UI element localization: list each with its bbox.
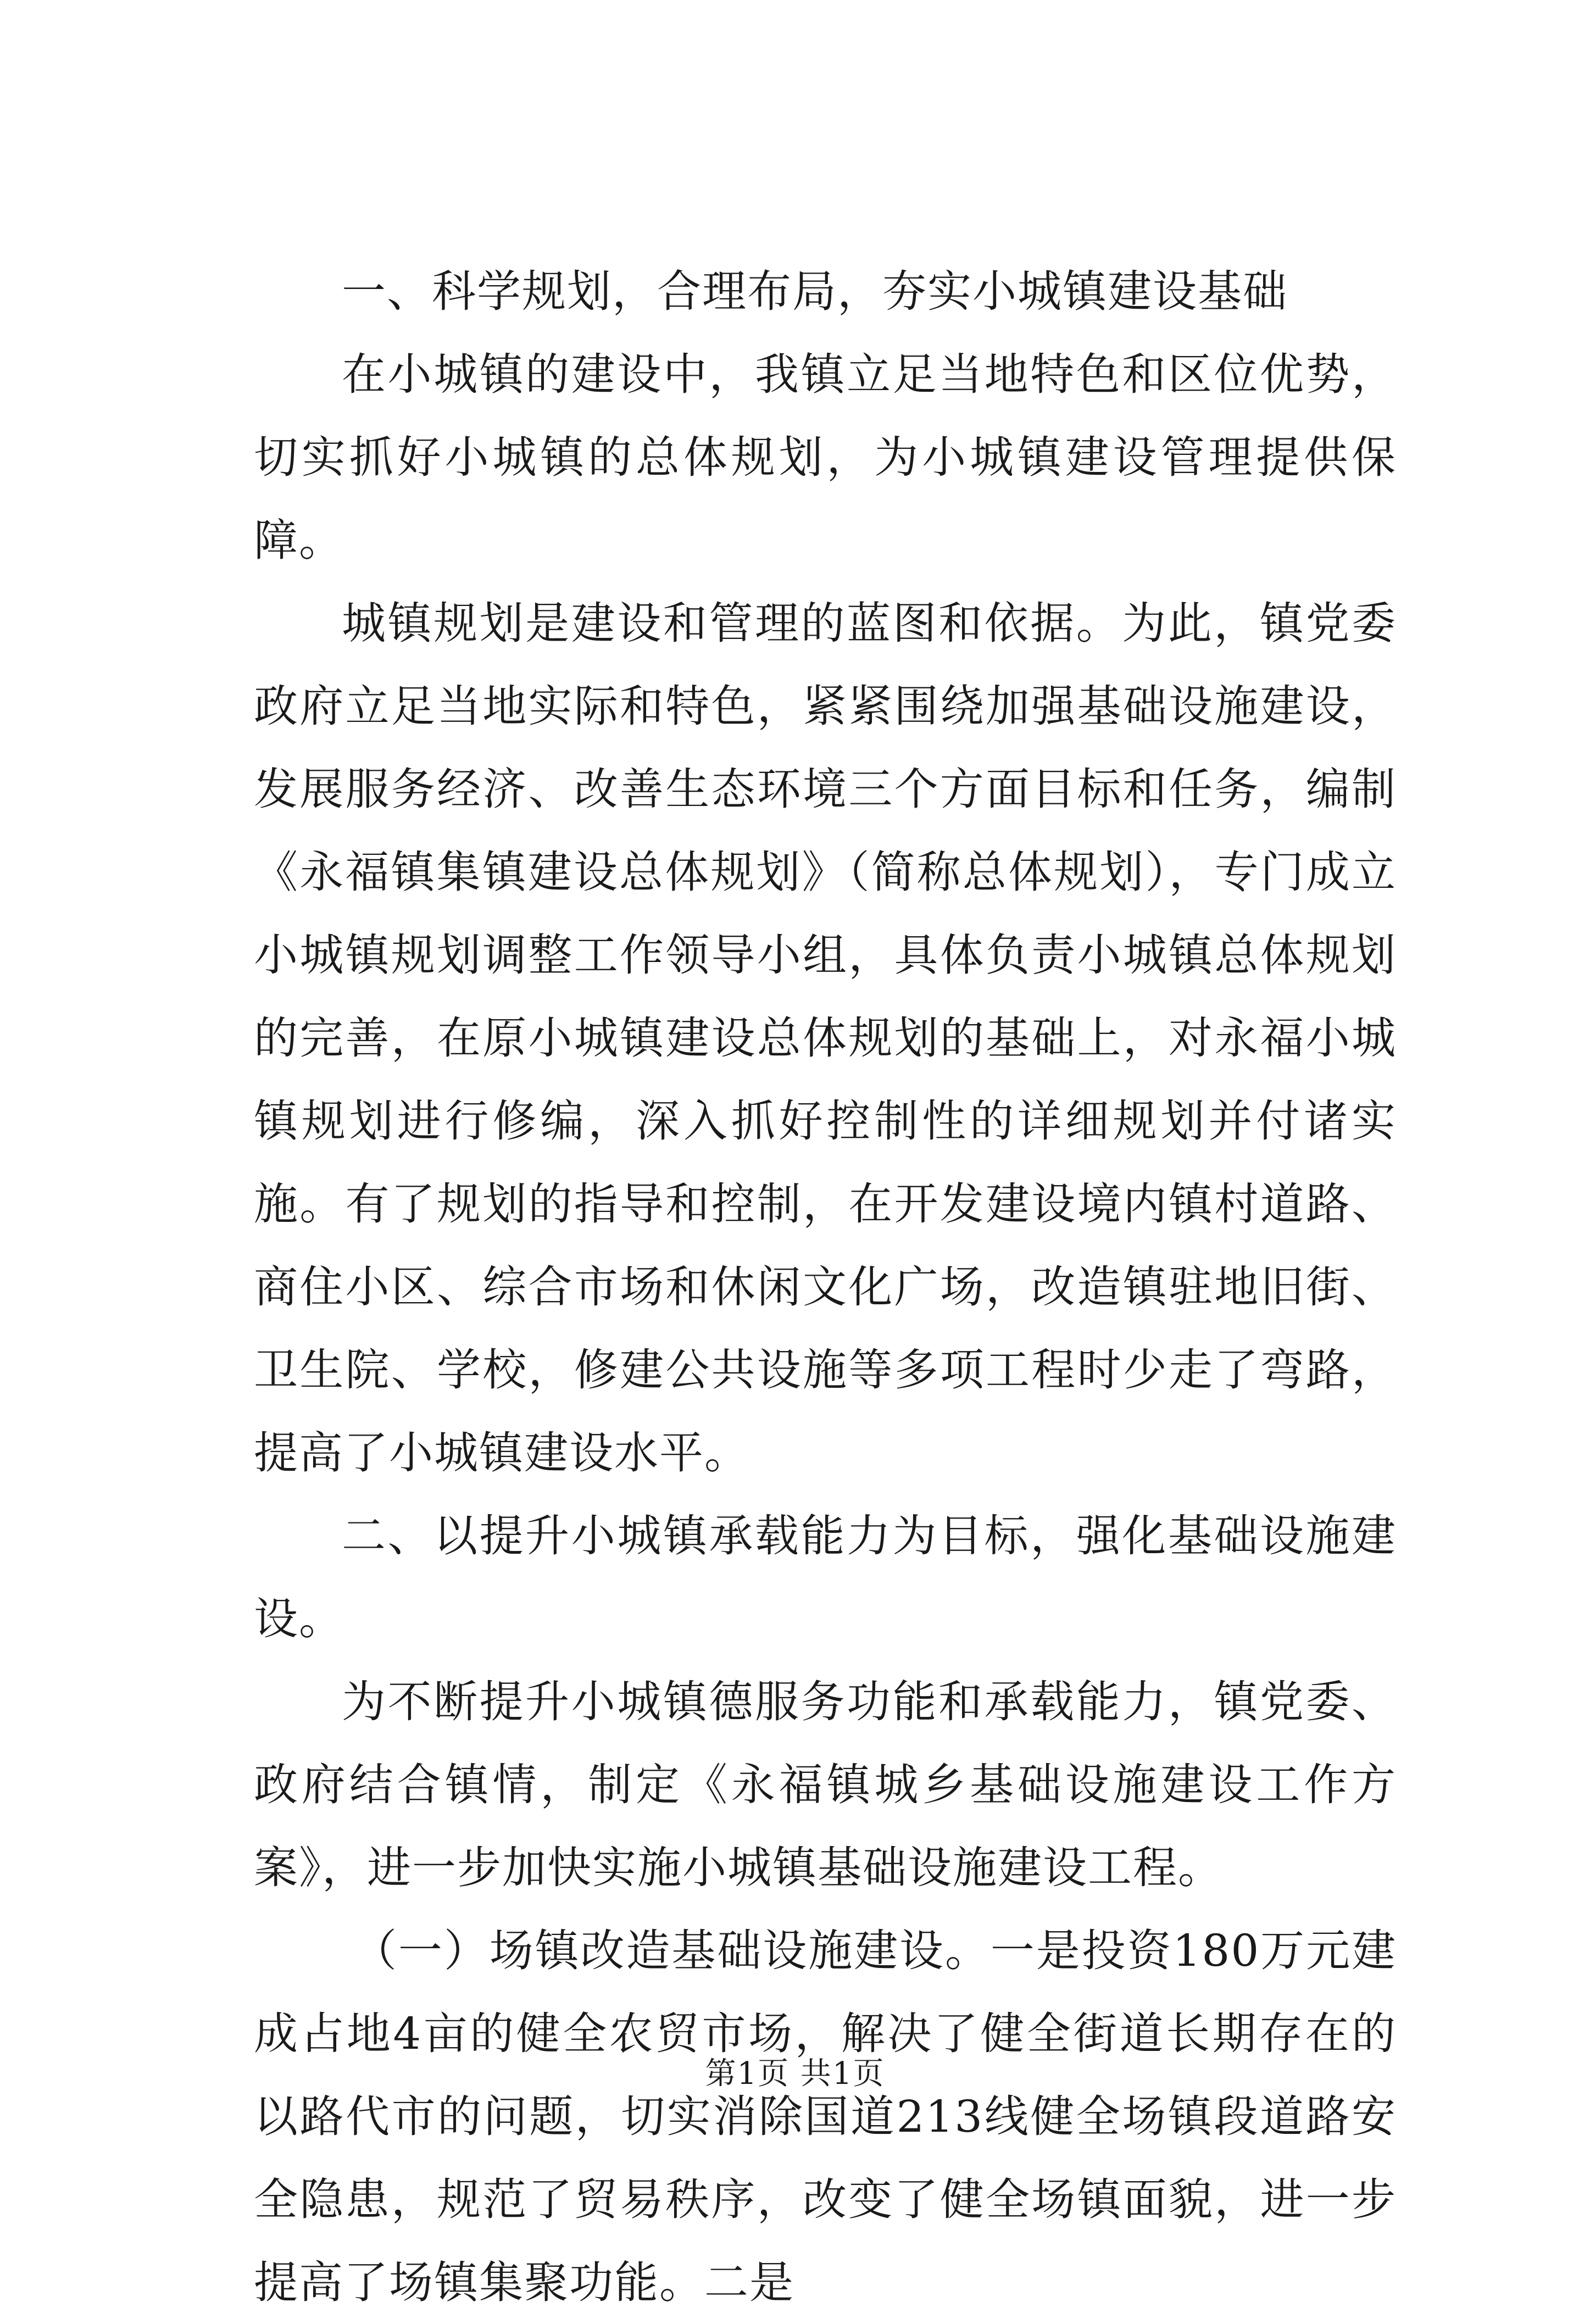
paragraph: 在小城镇的建设中，我镇立足当地特色和区位优势，切实抓好小城镇的总体规划，为小城镇建设管理提供保障。 <box>254 349 1397 566</box>
paragraph: 为不断提升小城镇德服务功能和承载能力，镇党委、政府结合镇情，制定《永福镇城乡基础设施建设工作方案》，进一步加快实施小城镇基础设施建设工程。 <box>254 1676 1397 1893</box>
page-number-footer: 第1页 共1页 <box>705 2056 885 2092</box>
paragraph: 城镇规划是建设和管理的蓝图和依据。为此，镇党委政府立足当地实际和特色，紧紧围绕加强基础设施建设，发展服务经济、改善生态环境三个方面目标和任务，编制《永福镇集镇建设总体规划》（简称总体规划），专门成立小城镇规划调整工作领导小组，具体负责小城镇总体规划的完善，在原小城镇建设总体规划的基础上，对永福小城镇规划进行修编，深入抓好控制性的详细规划并付诸实施。有了规划的指导和控制，在开发建设境内镇村道路、商住小区、综合市场和休闲文化广场，改造镇驻地旧街、卫生院、学校，修建公共设施等多项工程时少走了弯路，提高了小城镇建设水平。 <box>254 598 1397 1478</box>
section-heading-2: 二、以提升小城镇承载能力为目标，强化基础设施建设。 <box>254 1510 1397 1644</box>
subsection-paragraph: （一）场镇改造基础设施建设。一是投资180万元建成占地4亩的健全农贸市场，解决了健全街道长期存在的以路代市的问题，切实消除国道213线健全场镇段道路安全隐患，规范了贸易秩序，改变了健全场镇面貌，进一步提高了场镇集聚功能。二是 <box>254 1925 1397 2308</box>
document-body <box>254 250 1397 2324</box>
section-heading-1: 一、科学规划，合理布局，夯实小城镇建设基础 <box>342 266 1288 317</box>
